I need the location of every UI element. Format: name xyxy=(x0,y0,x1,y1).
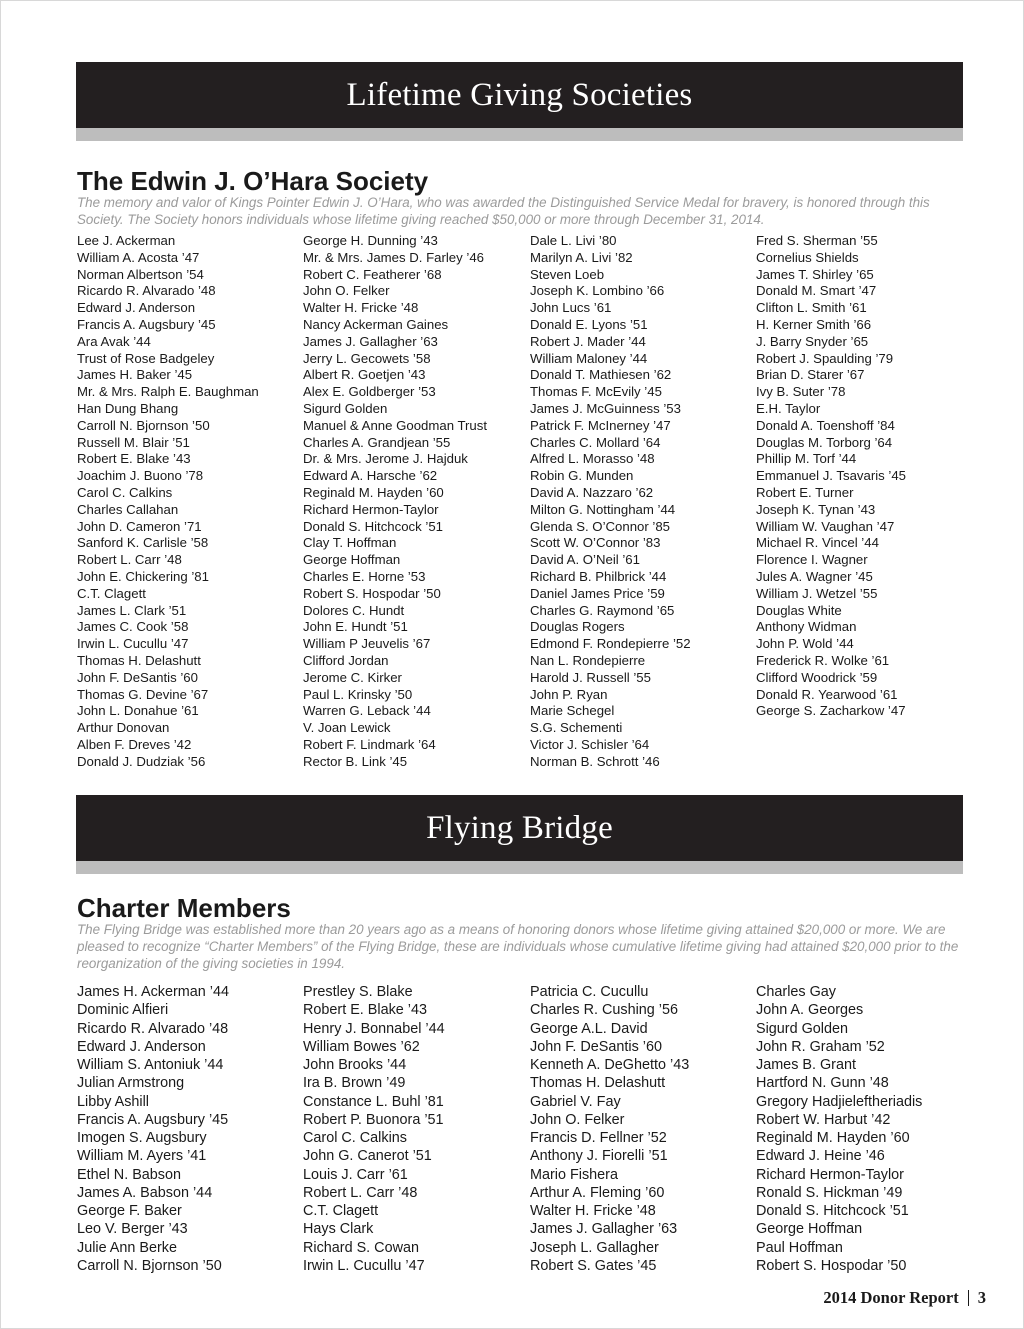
donor-name: Thomas H. Delashutt xyxy=(77,652,201,668)
donor-name: William M. Ayers ’41 xyxy=(77,1148,207,1165)
donor-name: Carroll N. Bjornson ’50 xyxy=(77,1257,222,1274)
donor-name: James T. Shirley ’65 xyxy=(756,266,874,282)
flying-bridge-banner: Flying Bridge xyxy=(76,795,963,861)
donor-name: V. Joan Lewick xyxy=(303,720,391,736)
donor-name: Sigurd Golden xyxy=(756,1020,849,1037)
donor-name: Ethel N. Babson xyxy=(77,1166,181,1183)
donor-name: William P Jeuvelis ’67 xyxy=(303,636,431,652)
donor-name: Paul Hoffman xyxy=(756,1239,843,1256)
donor-name: H. Kerner Smith ’66 xyxy=(756,316,872,332)
donor-name: Mario Fishera xyxy=(530,1166,618,1183)
donor-name: John P. Ryan xyxy=(530,686,608,702)
donor-name: James H. Baker ’45 xyxy=(77,367,193,383)
donor-name: Donald S. Hitchcock ’51 xyxy=(303,518,444,534)
donor-name: Charles C. Mollard ’64 xyxy=(530,434,661,450)
donor-name: William Maloney ’44 xyxy=(530,350,648,366)
donor-name: Russell M. Blair ’51 xyxy=(77,434,190,450)
donor-name: Leo V. Berger ’43 xyxy=(77,1221,188,1238)
donor-name: Joseph L. Gallagher xyxy=(530,1239,659,1256)
donor-name: Alex E. Goldberger ’53 xyxy=(303,384,436,400)
donor-name: James J. McGuinness ’53 xyxy=(530,400,681,416)
donor-name: David A. Nazzaro ’62 xyxy=(530,484,654,500)
donor-name: John F. DeSantis ’60 xyxy=(77,669,198,685)
donor-name: James L. Clark ’51 xyxy=(77,602,187,618)
donor-name: Glenda S. O’Connor ’85 xyxy=(530,518,671,534)
donor-name: Victor J. Schisler ’64 xyxy=(530,736,650,752)
donor-name: Edward J. Heine ’46 xyxy=(756,1148,885,1165)
donor-name: Sanford K. Carlisle ’58 xyxy=(77,535,209,551)
donor-name: Dr. & Mrs. Jerome J. Hajduk xyxy=(303,451,468,467)
donor-name: Donald T. Mathiesen ’62 xyxy=(530,367,672,383)
footer-report-label: 2014 Donor Report xyxy=(823,1288,959,1307)
donor-name: Joachim J. Buono ’78 xyxy=(77,468,204,484)
donor-name: John E. Chickering ’81 xyxy=(77,568,209,584)
donor-name: Irwin L. Cucullu ’47 xyxy=(303,1257,425,1274)
donor-name: E.H. Taylor xyxy=(756,400,821,416)
donor-name: Alben F. Dreves ’42 xyxy=(77,736,192,752)
donor-name: John Lucs ’61 xyxy=(530,300,612,316)
donor-name: Nancy Ackerman Gaines xyxy=(303,316,449,332)
charter-column-4 xyxy=(756,983,922,1275)
donor-name: Anthony Widman xyxy=(756,619,857,635)
donor-name: Thomas H. Delashutt xyxy=(530,1075,666,1092)
donor-name: Francis D. Fellner ’52 xyxy=(530,1130,667,1146)
flying-banner-underbar xyxy=(76,861,963,874)
donor-name: Julie Ann Berke xyxy=(77,1239,177,1256)
donor-name: Scott W. O’Connor ’83 xyxy=(530,535,661,551)
donor-name: Reginald M. Hayden ’60 xyxy=(303,484,444,500)
donor-name: Paul L. Krinsky ’50 xyxy=(303,686,413,702)
donor-name: Dale L. Livi ’80 xyxy=(530,233,617,248)
donor-name: Thomas F. McEvily ’45 xyxy=(530,384,662,400)
donor-name: Robert F. Lindmark ’64 xyxy=(303,736,436,752)
donor-name: Steven Loeb xyxy=(530,266,605,282)
donor-name: Manuel & Anne Goodman Trust xyxy=(303,417,487,433)
donor-name: George F. Baker xyxy=(77,1203,182,1219)
donor-name: C.T. Clagett xyxy=(303,1203,379,1219)
donor-name: Mr. & Mrs. James D. Farley ’46 xyxy=(303,249,484,265)
donor-name: Donald R. Yearwood ’61 xyxy=(756,686,898,702)
donor-name: Clifton L. Smith ’61 xyxy=(756,300,867,316)
donor-name: William J. Wetzel ’55 xyxy=(756,585,878,601)
donor-name: James A. Babson ’44 xyxy=(77,1184,213,1201)
donor-name: Carol C. Calkins xyxy=(77,484,173,500)
donor-name: John F. DeSantis ’60 xyxy=(530,1038,662,1055)
donor-name: James B. Grant xyxy=(756,1057,856,1073)
donor-name: Han Dung Bhang xyxy=(77,400,179,416)
donor-name: Edmond F. Rondepierre ’52 xyxy=(530,636,691,652)
donor-name: William S. Antoniuk ’44 xyxy=(77,1057,224,1073)
donor-name: Gabriel V. Fay xyxy=(530,1093,621,1110)
donor-name: Thomas G. Devine ’67 xyxy=(77,686,209,702)
lifetime-giving-banner: Lifetime Giving Societies xyxy=(76,62,963,128)
donor-name: John A. Georges xyxy=(756,1002,864,1019)
donor-name: Henry J. Bonnabel ’44 xyxy=(303,1020,445,1037)
ohara-society-title: The Edwin J. O’Hara Society xyxy=(77,166,429,196)
donor-name: James H. Ackerman ’44 xyxy=(77,984,229,1000)
donor-name: William W. Vaughan ’47 xyxy=(756,518,895,534)
donor-name: Donald A. Toenshoff ’84 xyxy=(756,417,895,433)
donor-name: Robert J. Mader ’44 xyxy=(530,333,646,349)
donor-name: Arthur A. Fleming ’60 xyxy=(530,1184,665,1201)
donor-name: George S. Zacharkow ’47 xyxy=(756,703,906,719)
donor-name: Robert L. Carr ’48 xyxy=(77,552,182,568)
donor-name: Hays Clark xyxy=(303,1221,374,1238)
donor-name: Dolores C. Hundt xyxy=(303,602,405,618)
footer-separator xyxy=(968,1290,969,1306)
donor-name: Ronald S. Hickman ’49 xyxy=(756,1184,903,1201)
donor-name: Robert L. Carr ’48 xyxy=(303,1184,418,1201)
charter-column-1 xyxy=(77,983,229,1275)
donor-name: Robert S. Hospodar ’50 xyxy=(756,1257,907,1274)
donor-name: Patricia C. Cucullu xyxy=(530,984,649,1000)
page-footer xyxy=(823,1288,986,1308)
donor-name: Trust of Rose Badgeley xyxy=(77,350,215,366)
donor-name: Robert E. Turner xyxy=(756,484,854,500)
donor-name: Milton G. Nottingham ’44 xyxy=(530,501,676,517)
donor-name: Jerome C. Kirker xyxy=(303,669,402,685)
donor-name: Frederick R. Wolke ’61 xyxy=(756,652,890,668)
donor-name: Emmanuel J. Tsavaris ’45 xyxy=(756,468,907,484)
donor-name: Clifford Woodrick ’59 xyxy=(756,669,878,685)
donor-name: Julian Armstrong xyxy=(77,1075,185,1092)
donor-name: C.T. Clagett xyxy=(77,585,146,601)
donor-name: Harold J. Russell ’55 xyxy=(530,669,651,685)
donor-name: Norman Albertson ’54 xyxy=(77,266,204,282)
donor-name: Cornelius Shields xyxy=(756,249,859,265)
donor-name: Prestley S. Blake xyxy=(303,984,413,1000)
donor-name: J. Barry Snyder ’65 xyxy=(756,333,869,349)
donor-name: Robin G. Munden xyxy=(530,468,634,484)
donor-name: John Brooks ’44 xyxy=(303,1057,407,1073)
donor-name: Robert E. Blake ’43 xyxy=(303,1002,427,1019)
donor-name: Mr. & Mrs. Ralph E. Baughman xyxy=(77,384,259,400)
donor-name: Robert E. Blake ’43 xyxy=(77,451,191,467)
charter-members-description: The Flying Bridge was established more than 20 years ago as a means of honoring donors whose lifetime giving attained $20,000 or more. We are pleased to recognize “Charter Members” of the Flying Bridge, these are individuals whose cumulative lifetime giving had attained $20,000 prior to the reorganization of the giving societies in 1994. xyxy=(77,922,959,971)
donor-name: Clifford Jordan xyxy=(303,652,389,668)
donor-name: Joseph K. Tynan ’43 xyxy=(756,501,876,517)
donor-name: Edward J. Anderson xyxy=(77,300,196,316)
ohara-column-1 xyxy=(77,233,259,771)
donor-name: Carol C. Calkins xyxy=(303,1130,407,1146)
donor-name: George Hoffman xyxy=(303,552,401,568)
donor-name: John O. Felker xyxy=(303,283,390,299)
donor-name: Robert P. Buonora ’51 xyxy=(303,1111,444,1128)
lifetime-banner-underbar xyxy=(76,128,963,141)
charter-column-2 xyxy=(303,983,445,1275)
donor-name: James J. Gallagher ’63 xyxy=(303,333,438,349)
donor-name: Douglas White xyxy=(756,602,842,618)
donor-name: Charles E. Horne ’53 xyxy=(303,568,426,584)
donor-name: Walter H. Fricke ’48 xyxy=(530,1203,656,1219)
donor-name: Norman B. Schrott ’46 xyxy=(530,753,660,769)
donor-name: Richard Hermon-Taylor xyxy=(303,501,439,517)
donor-name: Clay T. Hoffman xyxy=(303,535,397,551)
donor-name: Anthony J. Fiorelli ’51 xyxy=(530,1148,668,1165)
donor-name: Alfred L. Morasso ’48 xyxy=(530,451,655,467)
donor-name: Marilyn A. Livi ’82 xyxy=(530,249,633,265)
donor-name: Ricardo R. Alvarado ’48 xyxy=(77,1020,229,1037)
donor-name: John E. Hundt ’51 xyxy=(303,619,408,635)
donor-name: Robert S. Hospodar ’50 xyxy=(303,585,441,601)
donor-name: Constance L. Buhl ’81 xyxy=(303,1093,444,1110)
donor-name: Charles R. Cushing ’56 xyxy=(530,1002,678,1019)
donor-name: Libby Ashill xyxy=(77,1093,149,1110)
donor-name: Edward J. Anderson xyxy=(77,1038,206,1055)
donor-name: James J. Gallagher ’63 xyxy=(530,1221,678,1238)
donor-name: Robert J. Spaulding ’79 xyxy=(756,350,894,366)
donor-name: George A.L. David xyxy=(530,1020,648,1037)
ohara-column-3 xyxy=(530,233,691,771)
donor-name: Ira B. Brown ’49 xyxy=(303,1075,406,1092)
ohara-column-4 xyxy=(756,233,906,720)
donor-name: Francis A. Augsbury ’45 xyxy=(77,1111,229,1128)
donor-name: Carroll N. Bjornson ’50 xyxy=(77,417,210,433)
donor-name: Charles A. Grandjean ’55 xyxy=(303,434,451,450)
donor-name: John R. Graham ’52 xyxy=(756,1038,885,1055)
donor-name: Jules A. Wagner ’45 xyxy=(756,568,873,584)
donor-name: Donald J. Dudziak ’56 xyxy=(77,753,206,769)
donor-name: William Bowes ’62 xyxy=(303,1038,420,1055)
charter-members-title: Charter Members xyxy=(77,893,291,923)
donor-name: David A. O’Neil ’61 xyxy=(530,552,640,568)
donor-name: Robert W. Harbut ’42 xyxy=(756,1111,891,1128)
donor-name: Fred S. Sherman ’55 xyxy=(756,233,878,248)
donor-name: Charles G. Raymond ’65 xyxy=(530,602,675,618)
donor-name: Lee J. Ackerman xyxy=(77,233,176,248)
donor-name: Ivy B. Suter ’78 xyxy=(756,384,846,400)
donor-name: Sigurd Golden xyxy=(303,400,388,416)
donor-name: Irwin L. Cucullu ’47 xyxy=(77,636,189,652)
donor-name: Arthur Donovan xyxy=(77,720,170,736)
donor-name: Gregory Hadjieleftheriadis xyxy=(756,1093,923,1110)
donor-name: Imogen S. Augsbury xyxy=(77,1130,207,1146)
donor-name: Richard S. Cowan xyxy=(303,1239,419,1256)
donor-name: S.G. Schementi xyxy=(530,720,623,736)
donor-name: George Hoffman xyxy=(756,1221,863,1238)
donor-name: John D. Cameron ’71 xyxy=(77,518,202,534)
donor-name: William A. Acosta ’47 xyxy=(77,249,200,265)
donor-name: Phillip M. Torf ’44 xyxy=(756,451,857,467)
donor-name: Brian D. Starer ’67 xyxy=(756,367,865,383)
donor-name: James C. Cook ’58 xyxy=(77,619,189,635)
donor-name: Hartford N. Gunn ’48 xyxy=(756,1075,889,1092)
ohara-column-2 xyxy=(303,233,487,771)
donor-name: Charles Callahan xyxy=(77,501,179,517)
donor-name: Richard Hermon-Taylor xyxy=(756,1166,904,1183)
donor-name: Donald E. Lyons ’51 xyxy=(530,316,648,332)
donor-name: Joseph K. Lombino ’66 xyxy=(530,283,665,299)
donor-name: Donald M. Smart ’47 xyxy=(756,283,877,299)
donor-name: Francis A. Augsbury ’45 xyxy=(77,316,216,332)
donor-name: Ricardo R. Alvarado ’48 xyxy=(77,283,216,299)
donor-name: Albert R. Goetjen ’43 xyxy=(303,367,426,383)
donor-name: Patrick F. McInerney ’47 xyxy=(530,417,671,433)
donor-name: John L. Donahue ’61 xyxy=(77,703,199,719)
donor-name: John P. Wold ’44 xyxy=(756,636,854,652)
donor-name: Robert S. Gates ’45 xyxy=(530,1257,657,1274)
donor-name: Robert C. Featherer ’68 xyxy=(303,266,442,282)
donor-name: Florence I. Wagner xyxy=(756,552,868,568)
donor-name: Warren G. Leback ’44 xyxy=(303,703,431,719)
donor-name: Rector B. Link ’45 xyxy=(303,753,408,769)
donor-name: John O. Felker xyxy=(530,1111,625,1128)
donor-name: John G. Canerot ’51 xyxy=(303,1148,432,1165)
donor-name: Charles Gay xyxy=(756,984,836,1000)
donor-name: Dominic Alfieri xyxy=(77,1002,169,1019)
donor-name: Walter H. Fricke ’48 xyxy=(303,300,419,316)
donor-name: Ara Avak ’44 xyxy=(77,333,151,349)
donor-name: Michael R. Vincel ’44 xyxy=(756,535,879,551)
donor-name: Douglas M. Torborg ’64 xyxy=(756,434,893,450)
donor-name: Marie Schegel xyxy=(530,703,615,719)
donor-name: George H. Dunning ’43 xyxy=(303,233,438,248)
donor-name: Edward A. Harsche ’62 xyxy=(303,468,438,484)
ohara-society-description: The memory and valor of Kings Pointer Edwin J. O’Hara, who was awarded the Distinguished Service Medal for bravery, is honored through this Society. The Society honors individuals whose lifetime giving reached $50,000 or more through December 31, 2014. xyxy=(77,195,930,227)
donor-name: Nan L. Rondepierre xyxy=(530,652,646,668)
charter-column-3 xyxy=(530,983,689,1275)
donor-name: Richard B. Philbrick ’44 xyxy=(530,568,667,584)
donor-name: Daniel James Price ’59 xyxy=(530,585,665,601)
donor-name: Reginald M. Hayden ’60 xyxy=(756,1130,910,1146)
donor-name: Louis J. Carr ’61 xyxy=(303,1166,408,1183)
donor-name: Donald S. Hitchcock ’51 xyxy=(756,1203,909,1219)
page-number: 3 xyxy=(977,1288,986,1307)
donor-name: Douglas Rogers xyxy=(530,619,625,635)
donor-name: Kenneth A. DeGhetto ’43 xyxy=(530,1057,690,1073)
donor-name: Jerry L. Gecowets ’58 xyxy=(303,350,431,366)
